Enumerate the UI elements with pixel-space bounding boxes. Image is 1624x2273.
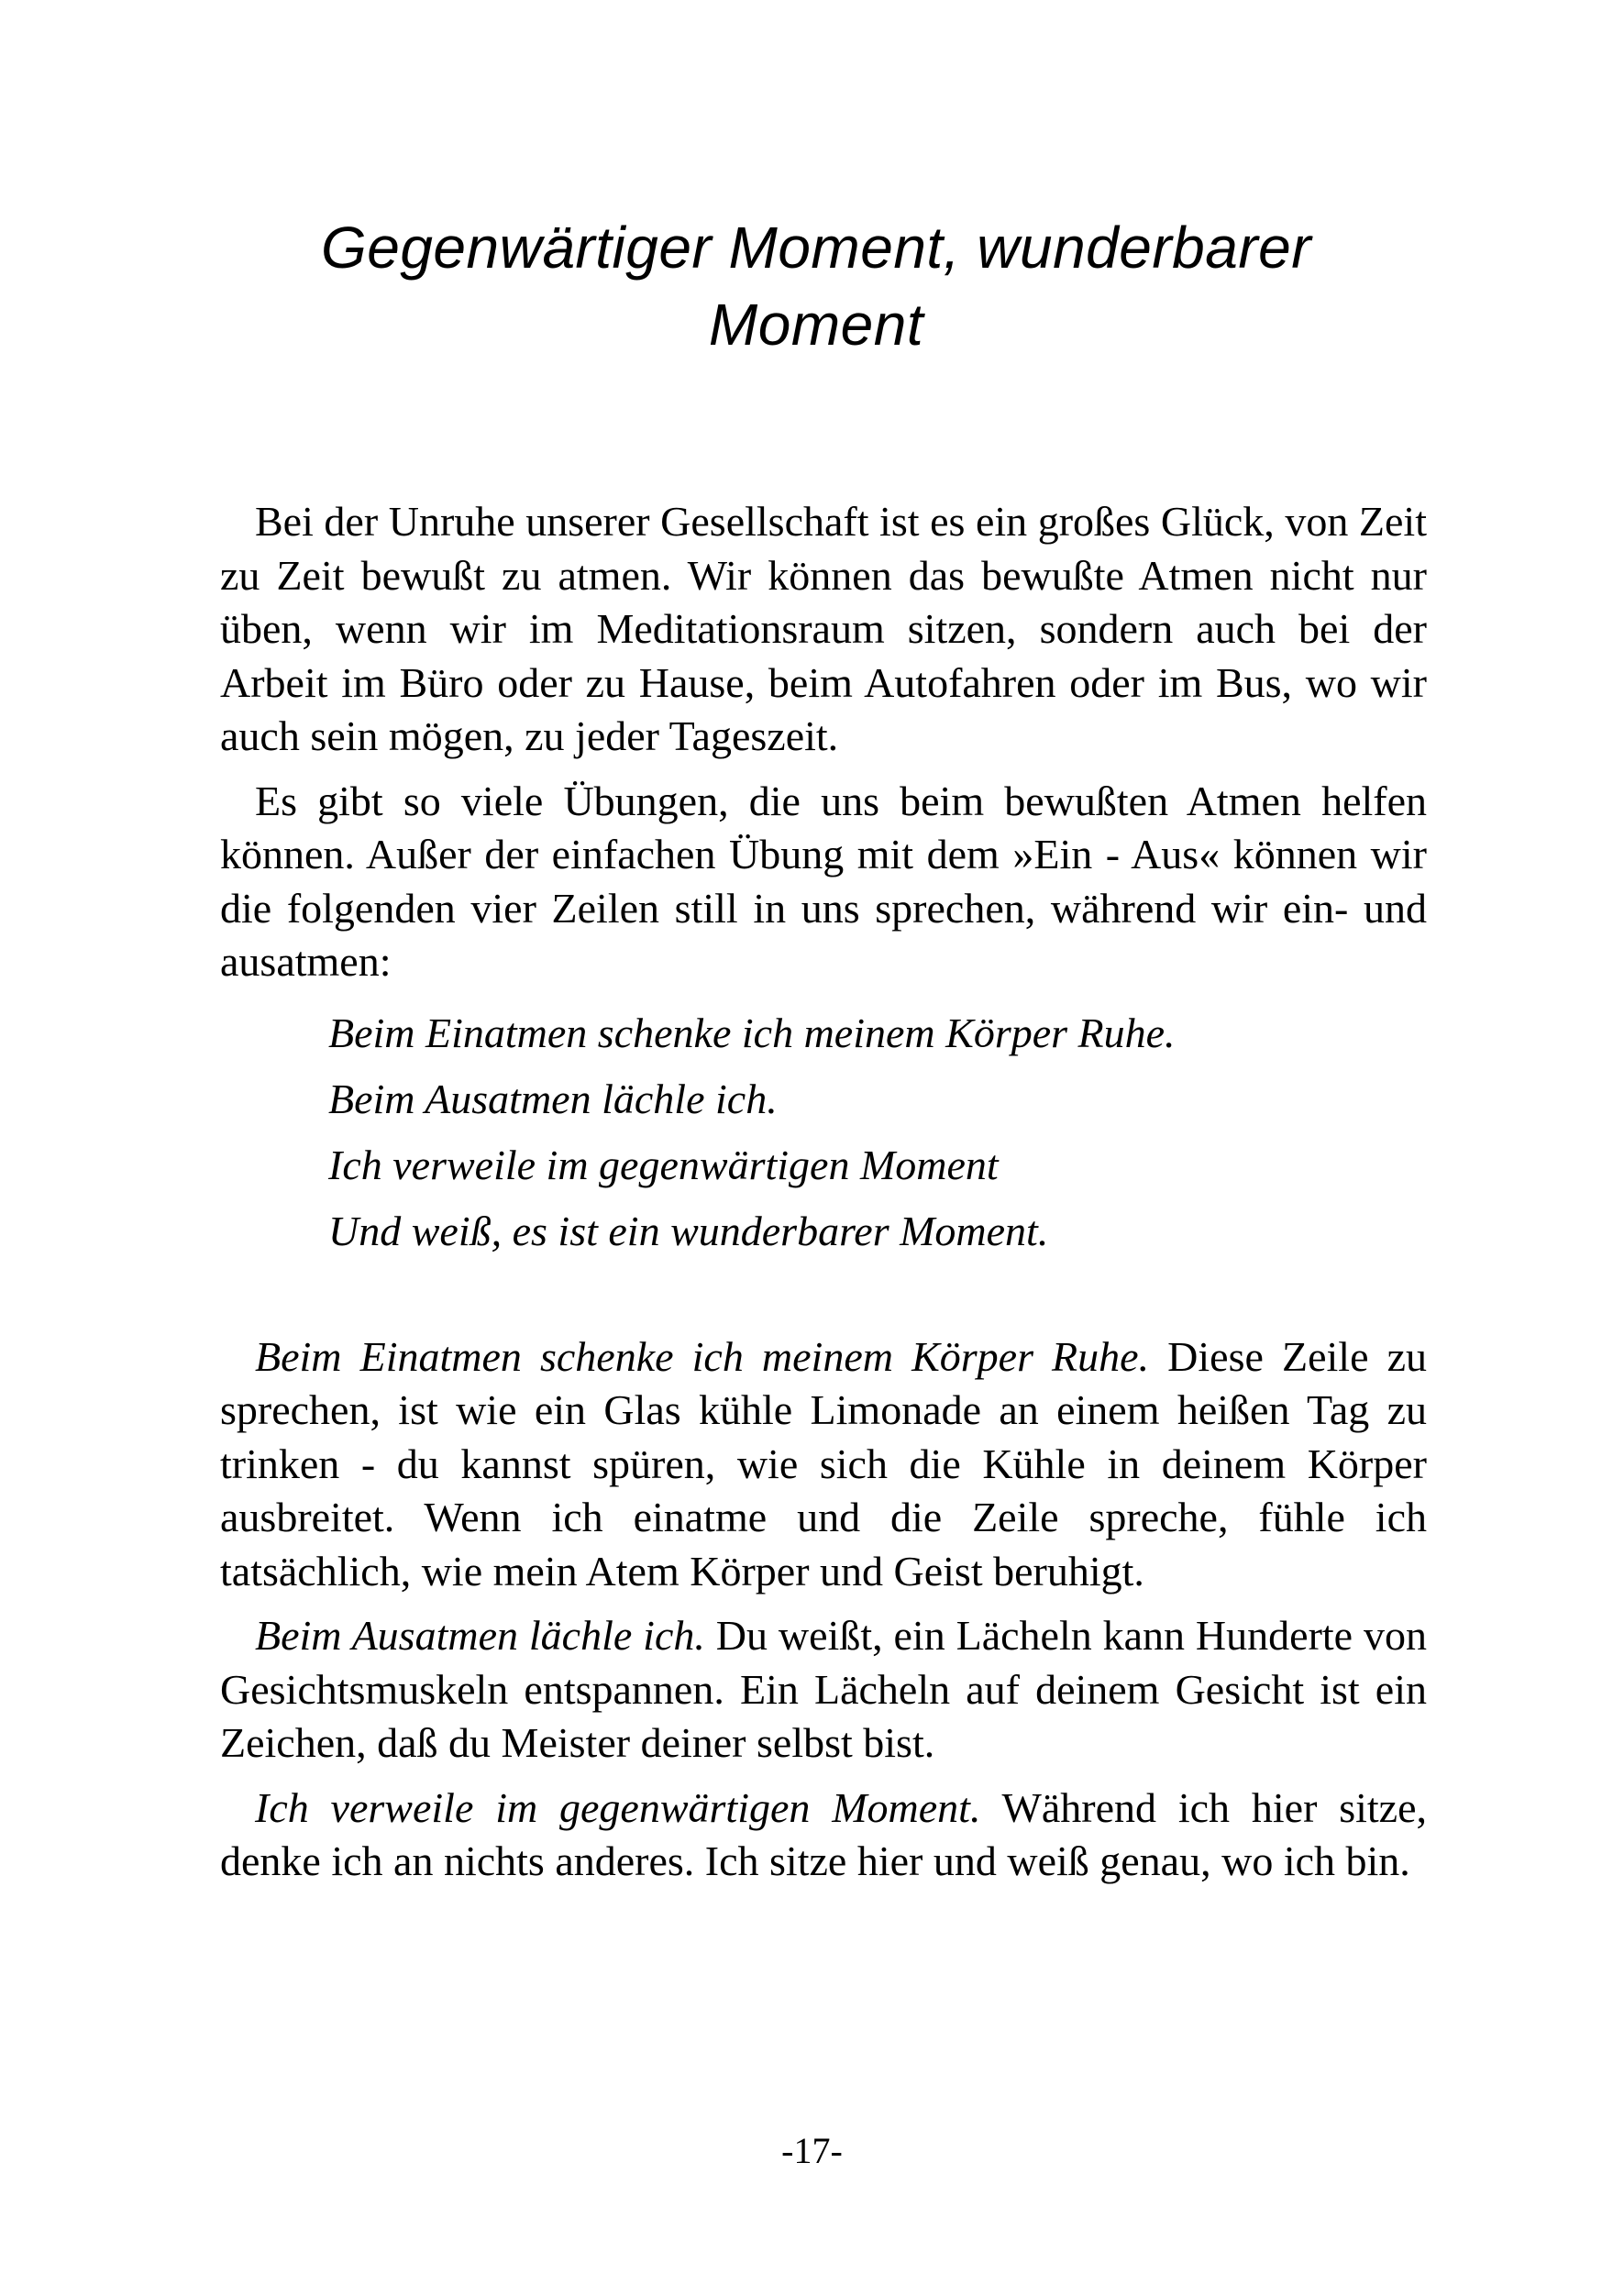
verse-line: Beim Einatmen schenke ich meinem Körper Ruhe. <box>328 1009 1176 1056</box>
chapter-title <box>220 209 1412 363</box>
commentary-text: Diese Zeile zu sprechen, ist wie ein Glas kühle Limonade an einem heißen Tag zu trinken - du kannst spüren, wie sich die Kühle in deinem Körper ausbreitet. Wenn ich einatme und die Zeile spreche, fühle ich tatsächlich, wie mein Atem Körper und Geist beruhigt. <box>220 1332 1427 1594</box>
chapter-title-line-2: Moment <box>708 292 924 358</box>
verse-line: Und weiß, es ist ein wunderbarer Moment. <box>328 1207 1049 1254</box>
commentary-lead: Ich verweile im gegenwärtigen Moment. <box>255 1783 981 1831</box>
verse-line: Ich verweile im gegenwärtigen Moment <box>328 1141 999 1188</box>
paragraph-commentary-3 <box>220 1782 1427 1889</box>
section-spacer <box>220 1275 1427 1330</box>
commentary-text: Während ich hier sitze, denke ich an nichts anderes. Ich sitze hier und weiß genau, wo ich bin. <box>220 1783 1427 1884</box>
paragraph-text: Es gibt so viele Übungen, die uns beim bewußten Atmen helfen können. Außer der einfachen Übung mit dem »Ein - Aus« können wir die folgenden vier Zeilen still in uns sprechen, während wir ein- und ausatmen: <box>220 777 1427 985</box>
paragraph-commentary-2 <box>220 1609 1427 1771</box>
verse-line: Beim Ausatmen lächle ich. <box>328 1075 778 1122</box>
commentary-lead: Beim Ausatmen lächle ich. <box>255 1612 705 1659</box>
paragraph-text: Bei der Unruhe unserer Gesellschaft ist es ein großes Glück, von Zeit zu Zeit bewußt zu atmen. Wir können das bewußte Atmen nicht nur üben, wenn wir im Meditationsraum sitzen, sondern auch bei der Arbeit im Büro oder zu Hause, beim Autofahren oder im Bus, wo wir auch sein mögen, zu jeder Tageszeit. <box>220 498 1427 759</box>
gatha-verse <box>220 1000 1427 1264</box>
paragraph-exercises <box>220 775 1427 989</box>
body-text <box>220 495 1427 1900</box>
page-number: -17- <box>781 2130 843 2171</box>
commentary-text: Du weißt, ein Lächeln kann Hunderte von Gesichtsmuskeln entspannen. Ein Lächeln auf deinem Gesicht ist ein Zeichen, daß du Meister deiner selbst bist. <box>220 1612 1427 1766</box>
commentary-lead: Beim Einatmen schenke ich meinem Körper Ruhe. <box>255 1332 1150 1380</box>
chapter-title-line-1: Gegenwärtiger Moment, wunderbarer <box>320 215 1312 281</box>
paragraph-commentary-1 <box>220 1330 1427 1599</box>
paragraph-intro <box>220 495 1427 764</box>
